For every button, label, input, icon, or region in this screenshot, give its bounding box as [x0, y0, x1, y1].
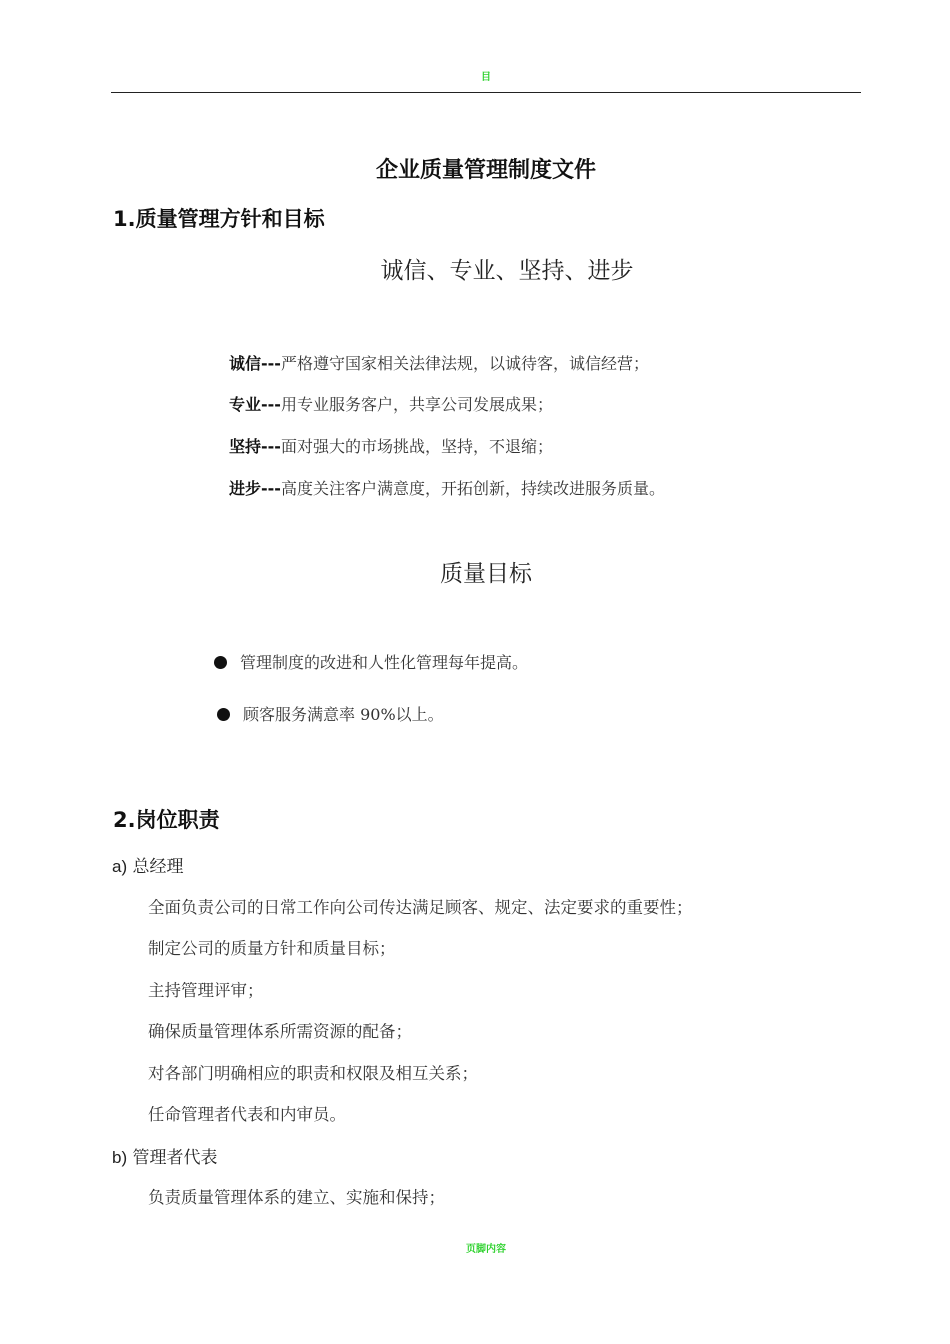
- goal-text: 管理制度的改进和人性化管理每年提高。: [240, 653, 529, 672]
- value-line-professional: [229, 392, 553, 415]
- value-line-integrity: [229, 351, 649, 374]
- value-term: 诚信---: [229, 354, 281, 373]
- role-heading-general-manager: [112, 852, 184, 877]
- role-heading-management-representative: [112, 1143, 218, 1168]
- duty-item: 确保质量管理体系所需资源的配备；: [148, 1022, 412, 1041]
- role-name: 总经理: [132, 857, 184, 877]
- role-name: 管理者代表: [132, 1148, 218, 1168]
- bullet-icon: [214, 656, 227, 669]
- duty-item: 对各部门明确相应的职责和权限及相互关系；: [148, 1064, 478, 1083]
- value-description: 高度关注客户满意度，开拓创新，持续改进服务质量。: [280, 479, 665, 498]
- duty-item: 制定公司的质量方针和质量目标；: [148, 939, 396, 958]
- role-marker: a): [112, 857, 128, 876]
- value-term: 坚持---: [229, 437, 281, 456]
- footer-mark: 页脚内容: [466, 1244, 506, 1255]
- role-marker: b): [112, 1148, 128, 1167]
- section-1-heading: 1.质量管理方针和目标: [113, 207, 325, 231]
- duty-item: 全面负责公司的日常工作向公司传达满足顾客、规定、法定要求的重要性；: [148, 898, 693, 917]
- document-title: 企业质量管理制度文件: [375, 158, 596, 183]
- header-mark: 目: [481, 72, 491, 83]
- value-description: 面对强大的市场挑战，坚持，不退缩；: [280, 437, 553, 456]
- value-term: 进步---: [229, 479, 281, 498]
- duty-item: 任命管理者代表和内审员。: [148, 1105, 346, 1124]
- bullet-icon: [217, 708, 230, 721]
- duty-item: 主持管理评审；: [148, 981, 264, 1000]
- value-description: 严格遵守国家相关法律法规，以诚待客，诚信经营；: [280, 354, 649, 373]
- goal-text: 顾客服务满意率 90%以上。: [243, 705, 444, 724]
- value-line-persistence: [229, 434, 553, 457]
- value-description: 用专业服务客户，共享公司发展成果；: [280, 395, 553, 414]
- value-term: 专业---: [229, 395, 281, 414]
- section-2-heading: 2.岗位职责: [113, 808, 220, 832]
- quality-policy: 诚信、专业、坚持、进步: [380, 258, 634, 284]
- goal-item: [214, 650, 528, 673]
- header-divider: [111, 92, 861, 93]
- value-line-progress: [229, 476, 665, 499]
- goal-item: [217, 702, 444, 725]
- duty-item: 负责质量管理体系的建立、实施和保持；: [148, 1188, 445, 1207]
- quality-goals-heading: 质量目标: [440, 561, 532, 587]
